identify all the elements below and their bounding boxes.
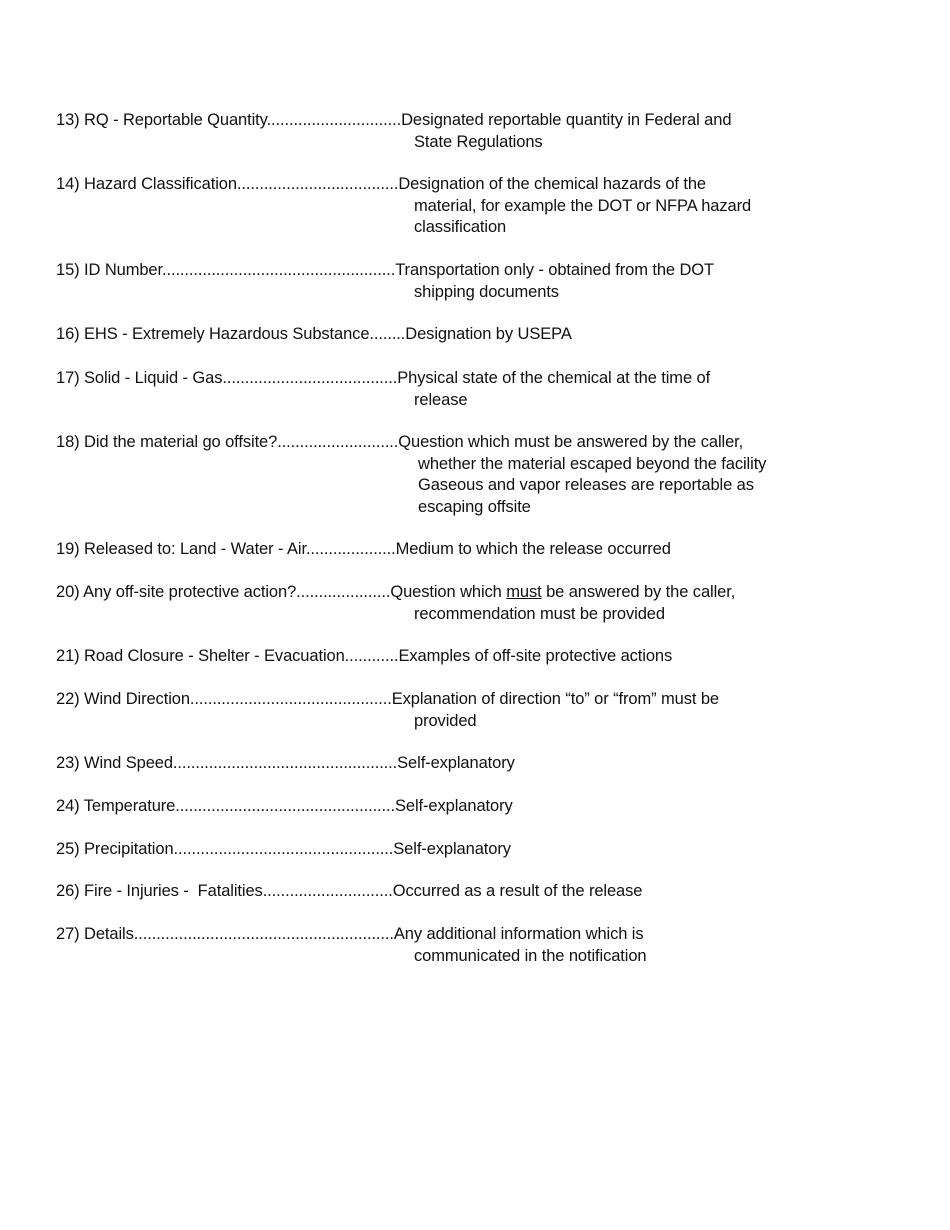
entry-term: 13) RQ - Reportable Quantity <box>56 111 267 129</box>
entry-term: 20) Any off-site protective action? <box>56 583 297 601</box>
entry-first-line <box>56 432 816 454</box>
entry-15 <box>56 260 816 303</box>
dot-leader: ........................... <box>277 433 399 451</box>
entry-first-line <box>56 881 816 903</box>
entry-18 <box>56 432 816 518</box>
entry-term: 21) Road Closure - Shelter - Evacuation <box>56 647 345 665</box>
dot-leader: .................................................... <box>162 261 396 279</box>
entry-definition: Designation by USEPA <box>405 325 572 343</box>
emphasis-underlined-word: must <box>506 583 542 601</box>
entry-27 <box>56 924 816 967</box>
entry-first-line <box>56 174 816 196</box>
entry-term: 25) Precipitation <box>56 840 174 858</box>
entry-definition-end: be answered by the caller, <box>541 583 736 601</box>
entry-first-line <box>56 646 816 668</box>
entry-continuation-line: State Regulations <box>414 132 543 151</box>
entry-continuation-line: whether the material escaped beyond the facility <box>418 454 767 473</box>
entry-26 <box>56 881 816 903</box>
entry-20 <box>56 582 816 625</box>
entry-definition: Explanation of direction “to” or “from” must be <box>391 690 719 708</box>
entry-25 <box>56 839 816 861</box>
entry-continuation-line: recommendation must be provided <box>414 604 665 623</box>
entry-term: 22) Wind Direction <box>56 690 190 708</box>
entry-definition: Examples of off-site protective actions <box>398 647 673 665</box>
entry-definition: Occurred as a result of the release <box>392 882 643 900</box>
entry-first-line <box>56 110 816 132</box>
dot-leader: ............ <box>344 647 399 665</box>
entry-first-line <box>56 689 816 711</box>
entry-16 <box>56 324 816 346</box>
entry-term: 16) EHS - Extremely Hazardous Substance <box>56 325 370 343</box>
dot-leader: ................................................. <box>173 840 394 858</box>
entry-first-line <box>56 368 816 390</box>
entry-term: 14) Hazard Classification <box>56 175 237 193</box>
entry-continuation-line: communicated in the notification <box>414 946 647 965</box>
entry-term: 17) Solid - Liquid - Gas <box>56 369 223 387</box>
entry-first-line <box>56 924 816 946</box>
entry-term: 24) Temperature <box>56 797 176 815</box>
entry-definition: Designation of the chemical hazards of the <box>398 175 707 193</box>
entry-21 <box>56 646 816 668</box>
dot-leader: ............................. <box>262 882 393 900</box>
entry-first-line <box>56 582 816 604</box>
dot-leader: ....................................... <box>222 369 398 387</box>
entry-definition: Medium to which the release occurred <box>395 540 671 558</box>
entry-first-line <box>56 753 816 775</box>
dot-leader: .......................................................... <box>133 925 394 943</box>
entry-definition: Question which must be answered by the caller, <box>398 433 744 451</box>
entry-first-line <box>56 796 816 818</box>
entry-first-line <box>56 260 816 282</box>
entry-first-line <box>56 324 816 346</box>
dot-leader: .............................. <box>266 111 402 129</box>
dot-leader: ............................................. <box>189 690 392 708</box>
entry-19 <box>56 539 816 561</box>
entry-term: 19) Released to: Land - Water - Air <box>56 540 306 558</box>
dot-leader: .................................... <box>236 175 399 193</box>
entry-17 <box>56 368 816 411</box>
entry-first-line <box>56 539 816 561</box>
dot-leader: .................................................. <box>172 754 398 772</box>
entry-14 <box>56 174 816 239</box>
entry-definition: Self-explanatory <box>395 797 513 815</box>
entry-13 <box>56 110 816 153</box>
entry-continuation-line: classification <box>414 218 507 236</box>
dot-leader: ..................... <box>296 583 391 601</box>
dot-leader: .................... <box>305 540 396 558</box>
entry-continuation-line: shipping documents <box>414 282 559 301</box>
entry-continuation-line: provided <box>414 711 477 730</box>
entry-continuation-line: Gaseous and vapor releases are reportable as <box>418 476 754 494</box>
entry-term: 23) Wind Speed <box>56 754 173 772</box>
entry-23 <box>56 753 816 775</box>
entry-continuation-line: material, for example the DOT or NFPA hazard <box>414 196 752 215</box>
entry-term: 27) Details <box>56 925 134 943</box>
entry-continuation-line: escaping offsite <box>418 497 531 516</box>
entry-definition-start: Question which <box>390 583 507 601</box>
entry-first-line <box>56 839 816 861</box>
entry-definition: Self-explanatory <box>397 754 515 772</box>
entry-continuation-line: release <box>414 390 468 409</box>
entry-definition: Transportation only - obtained from the DOT <box>395 261 715 279</box>
entry-definition: Designated reportable quantity in Federal and <box>401 111 732 129</box>
dot-leader: ........ <box>369 325 406 343</box>
entry-definition: Self-explanatory <box>393 840 511 858</box>
entry-term: 26) Fire - Injuries - Fatalities <box>56 882 263 900</box>
entry-term: 15) ID Number <box>56 261 162 279</box>
entry-definition: Physical state of the chemical at the time of <box>397 369 711 387</box>
entry-22 <box>56 689 816 732</box>
dot-leader: ................................................. <box>175 797 395 815</box>
entry-definition: Any additional information which is <box>393 925 644 943</box>
entry-24 <box>56 796 816 818</box>
entry-term: 18) Did the material go offsite? <box>56 433 278 451</box>
